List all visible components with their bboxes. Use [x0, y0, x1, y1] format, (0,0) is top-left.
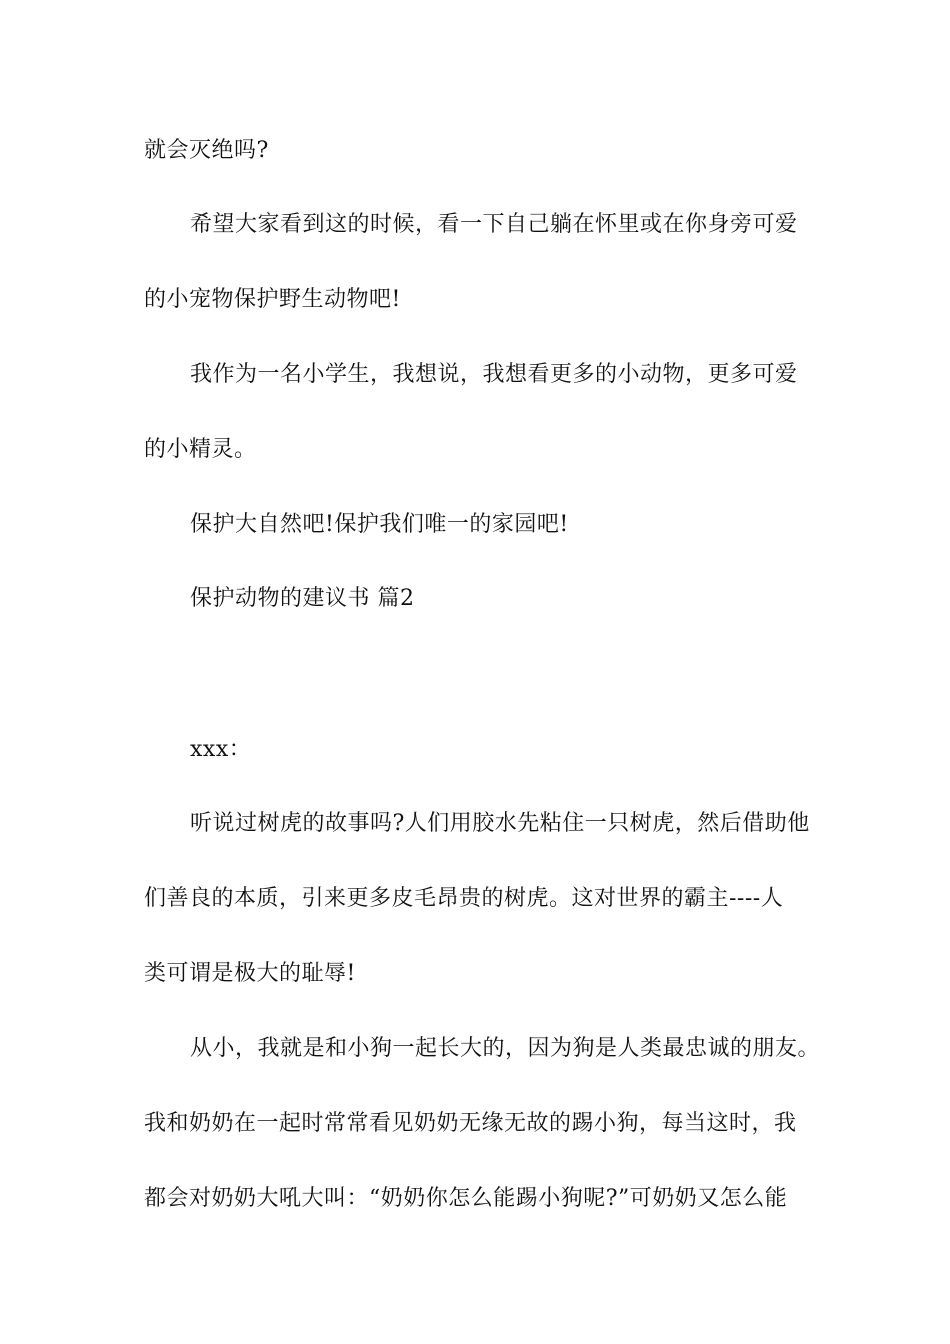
text-line: 类可谓是极大的耻辱! — [144, 961, 356, 986]
paragraph-line: 保护大自然吧!保护我们唯一的家园吧! — [190, 512, 569, 537]
paragraph-line: 希望大家看到这的时候，看一下自己躺在怀里或在你身旁可爱 — [190, 212, 798, 237]
paragraph-line: 我作为一名小学生，我想说，我想看更多的小动物，更多可爱 — [190, 362, 798, 387]
text-line: 们善良的本质，引来更多皮毛昂贵的树虎。这对世界的霸主----人 — [144, 886, 784, 911]
salutation: xxx： — [190, 737, 252, 762]
paragraph-line: 听说过树虎的故事吗?人们用胶水先粘住一只树虎，然后借助他 — [190, 811, 810, 836]
paragraph-line: 从小，我就是和小狗一起长大的，因为狗是人类最忠诚的朋友。 — [190, 1036, 821, 1061]
text-line: 我和奶奶在一起时常常看见奶奶无缘无故的踢小狗，每当这时，我 — [144, 1111, 797, 1136]
text-line: 都会对奶奶大吼大叫：“奶奶你怎么能踢小狗呢?”可奶奶又怎么能 — [144, 1186, 788, 1211]
section-heading: 保护动物的建议书 篇2 — [190, 586, 415, 611]
text-line: 就会灭绝吗? — [144, 138, 269, 163]
text-line: 的小精灵。 — [144, 437, 257, 462]
text-line: 的小宠物保护野生动物吧! — [144, 287, 401, 312]
